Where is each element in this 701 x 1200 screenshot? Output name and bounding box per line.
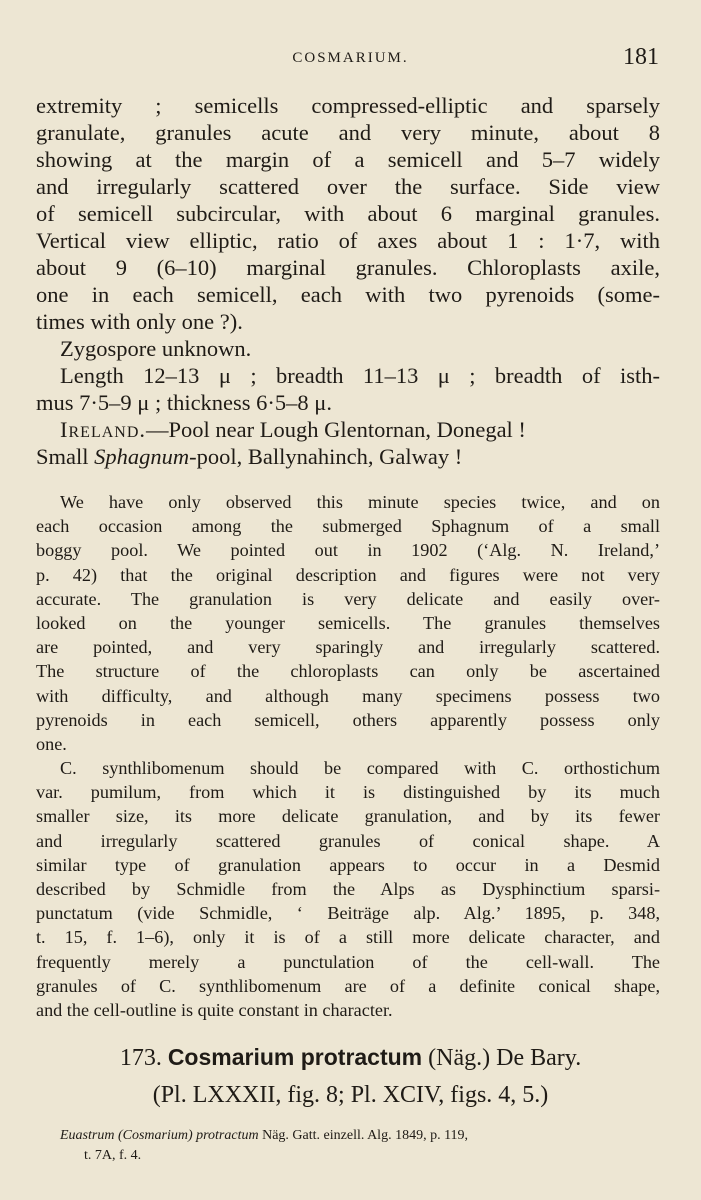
locality-line	[36, 416, 660, 443]
description-line: one in each semicell, each with two pyrenoids (some-	[36, 282, 660, 307]
locality-text: Small	[36, 444, 95, 469]
note-line: are pointed, and very sparingly and irregularly scattered.	[36, 637, 660, 658]
description-line: granulate, granules acute and very minute, about 8	[36, 120, 660, 145]
note-line: looked on the younger semicells. The granules themselves	[36, 613, 660, 634]
locality-detail: —Pool near Lough Glentornan, Donegal !	[146, 417, 526, 442]
note-line: The structure of the chloroplasts can only be ascertained	[36, 661, 660, 682]
running-head-title: COSMARIUM.	[292, 50, 409, 66]
running-head	[0, 44, 701, 74]
note-line: C. synthlibomenum should be compared with C. orthostichum	[60, 758, 660, 778]
species-name: Cosmarium protractum	[167, 1044, 423, 1070]
note-line: var. pumilum, from which it is distinguished by its much	[36, 782, 660, 803]
note-line: and irregularly scattered granules of conical shape. A	[36, 830, 660, 851]
note-line: with difficulty, and although many specimens possess two	[36, 685, 660, 706]
note-line: smaller size, its more delicate granulation, and by its fewer	[36, 806, 660, 827]
zygospore-note: Zygospore unknown.	[60, 336, 252, 361]
note-line: p. 42) that the original description and figures were not very	[36, 564, 660, 585]
synonym-citation	[60, 1126, 670, 1166]
species-description	[36, 92, 660, 470]
description-line: extremity ; semicells compressed-elliptic and sparsely	[36, 93, 660, 118]
synonym-source: Näg. Gatt. einzell. Alg. 1849, p. 119,	[258, 1128, 469, 1143]
description-line: and irregularly scattered over the surface. Side view	[36, 174, 660, 199]
note-line: punctatum (vide Schmidle, ‘ Beiträge alp. Alg.’ 1895, p. 348,	[36, 903, 660, 924]
species-authority: (Näg.) De Bary.	[428, 1045, 582, 1071]
note-line: and the cell-outline is quite constant in character.	[36, 1000, 393, 1021]
note-line: accurate. The granulation is very delicate and easily over-	[36, 588, 660, 609]
genus-name: Sphagnum	[94, 444, 190, 469]
description-line: about 9 (6–10) marginal granules. Chloroplasts axile,	[36, 255, 660, 280]
note-line: We have only observed this minute species twice, and on	[60, 492, 660, 512]
note-line: granules of C. synthlibomenum are of a definite conical shape,	[36, 975, 660, 996]
dimensions-line: mus 7·5–9 μ ; thickness 6·5–8 μ.	[36, 390, 332, 415]
note-line: frequently merely a punctulation of the cell-wall. The	[36, 951, 660, 972]
synonym-name: Euastrum (Cosmarium) protractum	[60, 1128, 259, 1143]
note-line: each occasion among the submerged Sphagnum of a small	[36, 516, 660, 537]
synonym-source-line2: t. 7A, f. 4.	[84, 1148, 142, 1163]
note-line: one.	[36, 734, 67, 755]
note-line: similar type of granulation appears to occur in a Desmid	[36, 854, 660, 875]
description-line: times with only one ?).	[36, 309, 243, 334]
notes-paragraph-2	[36, 756, 660, 1022]
description-line: Vertical view elliptic, ratio of axes about 1 : 1·7, with	[36, 228, 660, 253]
species-heading	[0, 1044, 701, 1072]
description-line: of semicell subcircular, with about 6 marginal granules.	[36, 201, 660, 226]
note-line: boggy pool. We pointed out in 1902 (‘Alg. N. Ireland,’	[36, 540, 660, 561]
note-line: described by Schmidle from the Alps as Dysphinctium sparsi-	[36, 879, 660, 900]
note-line: t. 15, f. 1–6), only it is of a still more delicate character, and	[36, 927, 660, 948]
dimensions-line: Length 12–13 μ ; breadth 11–13 μ ; breadth of isth-	[60, 363, 660, 388]
locality-text: -pool, Ballynahinch, Galway !	[189, 444, 463, 469]
page-number: 181	[623, 44, 659, 70]
locality-line	[36, 443, 660, 470]
plate-reference: (Pl. LXXXII, fig. 8; Pl. XCIV, figs. 4, 5.)	[152, 1082, 549, 1108]
notes-paragraph-1	[36, 490, 660, 756]
species-number: 173.	[119, 1045, 162, 1071]
locality-region: Ireland.	[60, 417, 147, 442]
description-line: showing at the margin of a semicell and 5–7 widely	[36, 147, 660, 172]
note-line: pyrenoids in each semicell, others apparently possess only	[36, 709, 660, 730]
